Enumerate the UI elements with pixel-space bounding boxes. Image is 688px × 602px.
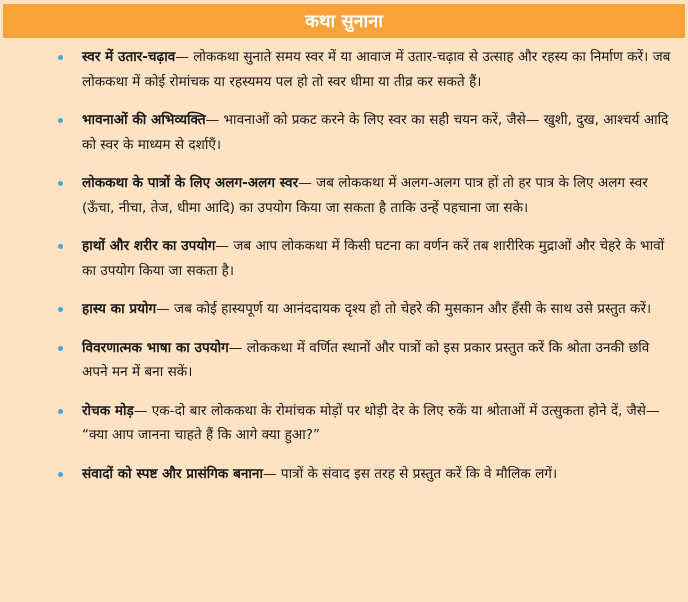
list-item: [82, 108, 672, 157]
list-item: [82, 462, 672, 487]
item-text: — एक-दो बार लोककथा के रोमांचक मोड़ों पर थोड़ी देर के लिए रुकें या श्रोताओं में उत्सुकता होने दें, जैसे— “क्या आप जानना चाहते हैं कि आगे क्या हुआ?”: [82, 402, 660, 443]
bullet-icon: [58, 472, 63, 477]
bullet-icon: [58, 181, 63, 186]
item-term: स्वर में उतार-चढ़ाव: [82, 49, 176, 65]
item-text: — लोककथा सुनाते समय स्वर में या आवाज में उतार-चढ़ाव से उत्साह और रहस्य का निर्माण करें। जब लोककथा में कोई रोमांचक या रहस्यमय पल हो तो स्वर धीमा या तीव्र कर सकते हैं।: [82, 49, 671, 90]
list-item: [82, 45, 672, 94]
list-item: [82, 399, 672, 448]
item-term: लोककथा के पात्रों के लिए अलग-अलग स्वर: [82, 175, 299, 191]
panel-title: कथा सुनाना: [305, 11, 383, 32]
list-item: [82, 297, 672, 322]
item-text: — भावनाओं को प्रकट करने के लिए स्वर का सही चयन करें, जैसे— खुशी, दुख, आश्चर्य आदि को स्वर के माध्यम से दर्शाएँ।: [82, 112, 669, 153]
item-text: — जब आप लोककथा में किसी घटना का वर्णन करें तब शारीरिक मुद्राओं और चेहरे के भावों का उपयोग किया जा सकता है।: [82, 238, 665, 279]
list-item: [82, 234, 672, 283]
item-term: हाथों और शरीर का उपयोग: [82, 238, 216, 254]
item-term: भावनाओं की अभिव्यक्ति: [82, 112, 206, 128]
bullet-icon: [58, 244, 63, 249]
bullet-icon: [58, 307, 63, 312]
item-text: — जब लोककथा में अलग-अलग पात्र हों तो हर पात्र के लिए अलग स्वर (ऊँचा, नीचा, तेज, धीमा आदि) का उपयोग किया जा सकता है ताकि उन्हें पहचाना जा सके।: [82, 175, 648, 216]
list-item: [82, 336, 672, 385]
item-term: रोचक मोड़: [82, 402, 134, 419]
item-term: संवादों को स्पष्ट और प्रासंगिक बनाना: [82, 465, 263, 482]
bullet-icon: [58, 346, 63, 351]
bullet-icon: [58, 55, 63, 60]
item-term: हास्य का प्रयोग: [82, 301, 157, 317]
item-text: — जब कोई हास्यपूर्ण या आनंददायक दृश्य हो तो चेहरे की मुसकान और हँसी के साथ उसे प्रस्तुत करें।: [156, 301, 652, 317]
item-text: — पात्रों के संवाद इस तरह से प्रस्तुत करें कि वे मौलिक लगें।: [263, 465, 558, 482]
item-term: विवरणात्मक भाषा का उपयोग: [82, 339, 229, 356]
list-item: [82, 171, 672, 220]
item-text: — लोककथा में वर्णित स्थानों और पात्रों को इस प्रकार प्रस्तुत करें कि श्रोता उनकी छवि अपने मन में बना सकें।: [82, 339, 650, 380]
bullet-icon: [58, 118, 63, 123]
bullet-icon: [58, 409, 63, 414]
tips-list: [0, 45, 688, 500]
title-bar: [3, 4, 685, 38]
